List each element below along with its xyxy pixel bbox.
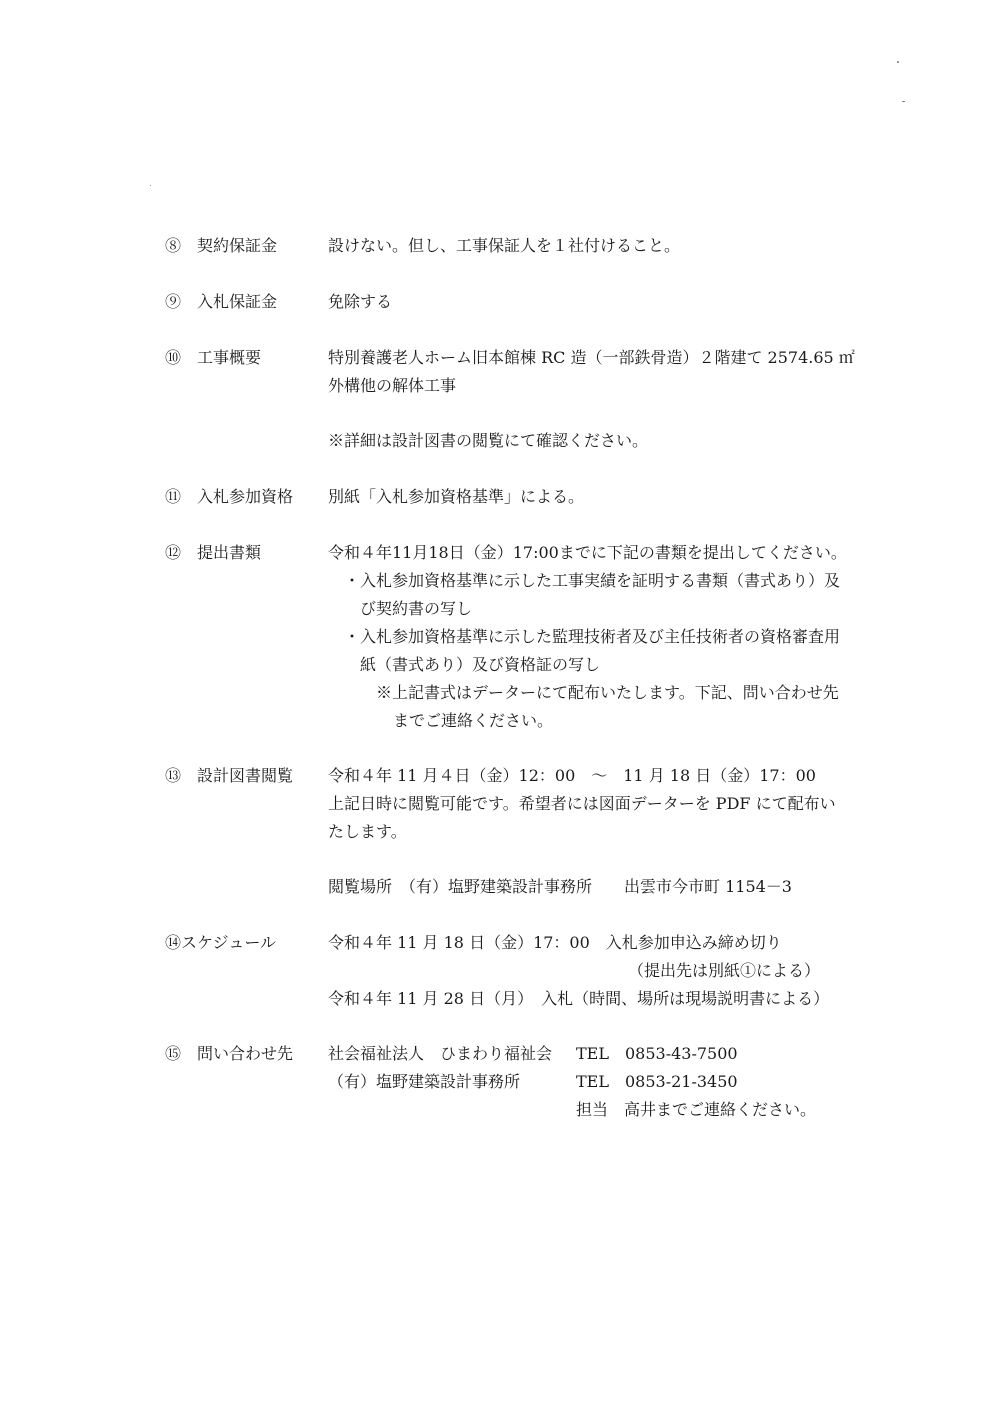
- item-text-submission-documents: 紙（書式あり）及び資格証の写し: [360, 655, 601, 674]
- item-label-contract-deposit: ⑧ 契約保証金: [165, 236, 278, 255]
- contact-org-phone: TEL 0853-43-7500: [576, 1044, 738, 1063]
- item-label-schedule: ⑭スケジュール: [165, 933, 277, 952]
- item-label-bid-deposit: ⑨ 入札保証金: [165, 292, 278, 311]
- item-label-bid-qualification: ⑪ 入札参加資格: [165, 487, 294, 506]
- item-label-work-overview: ⑩ 工事概要: [165, 348, 262, 367]
- item-text-submission-documents: ・入札参加資格基準に示した工事実績を証明する書類（書式あり）及: [344, 571, 841, 590]
- item-text-design-docs-viewing: 上記日時に閲覧可能です。希望者には図面データーを PDF にて配布い: [328, 794, 836, 813]
- item-note-work-overview: ※詳細は設計図書の閲覧にて確認ください。: [328, 431, 649, 450]
- scan-speck: [897, 61, 899, 63]
- contact-office-phone: TEL 0853-21-3450: [576, 1072, 738, 1091]
- item-text-submission-documents: 令和４年11月18日（金）17:00までに下記の書類を提出してください。: [328, 543, 847, 562]
- item-text-submission-documents: ・入札参加資格基準に示した監理技術者及び主任技術者の資格審査用: [344, 627, 841, 646]
- scan-speck: [902, 101, 905, 102]
- item-label-design-docs-viewing: ⑬ 設計図書閲覧: [165, 766, 294, 785]
- item-text-viewing-location: 閲覧場所 （有）塩野建築設計事務所 出雲市今市町 1154－3: [328, 877, 792, 896]
- item-text-design-docs-viewing: たします。: [328, 822, 407, 841]
- item-text-schedule: （提出先は別紙①による）: [628, 961, 821, 980]
- contact-office-name: （有）塩野建築設計事務所: [328, 1072, 521, 1091]
- item-label-submission-documents: ⑫ 提出書類: [165, 543, 262, 562]
- item-note-submission-documents: までご連絡ください。: [393, 711, 554, 730]
- item-note-submission-documents: ※上記書式はデーターにて配布いたします。下記、問い合わせ先: [376, 683, 839, 702]
- scan-speck: [150, 185, 151, 186]
- item-text-bid-qualification: 別紙「入札参加資格基準」による。: [328, 487, 585, 506]
- item-text-schedule: 令和４年 11 月 18 日（金）17：00 入札参加申込み締め切り: [328, 933, 782, 952]
- item-label-contact: ⑮ 問い合わせ先: [165, 1044, 294, 1063]
- item-text-bid-deposit: 免除する: [328, 292, 393, 311]
- contact-org-name: 社会福祉法人 ひまわり福祉会: [328, 1044, 553, 1063]
- item-text-work-overview: 外構他の解体工事: [328, 376, 457, 395]
- item-text-design-docs-viewing: 令和４年 11 月４日（金）12：00 ～ 11 月 18 日（金）17：00: [328, 766, 816, 785]
- item-text-work-overview: 特別養護老人ホーム旧本館棟 RC 造（一部鉄骨造）２階建て 2574.65 ㎡: [328, 348, 855, 367]
- contact-person: 担当 高井までご連絡ください。: [576, 1100, 817, 1119]
- item-text-schedule: 令和４年 11 月 28 日（月） 入札（時間、場所は現場説明書による）: [328, 989, 830, 1008]
- item-text-submission-documents: び契約書の写し: [360, 599, 473, 618]
- item-text-contract-deposit: 設けない。但し、工事保証人を１社付けること。: [328, 236, 681, 255]
